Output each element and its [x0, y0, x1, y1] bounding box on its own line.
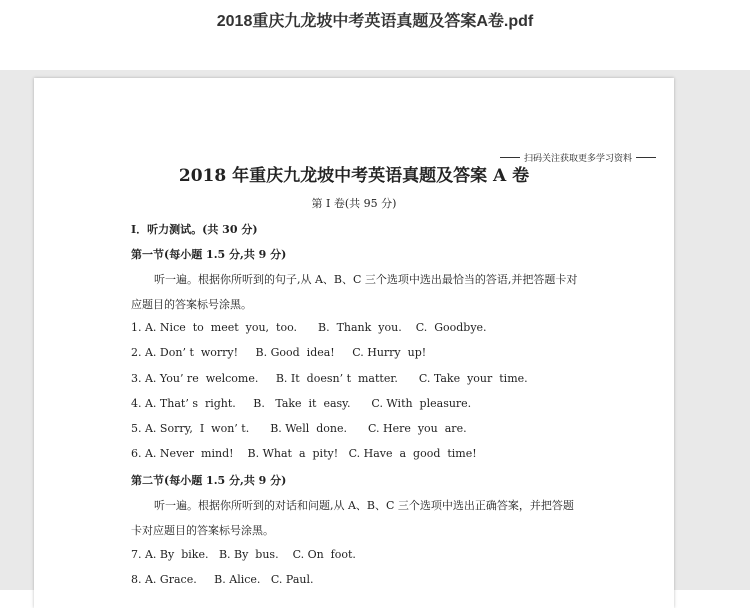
- page-heading: 2018 年重庆九龙坡中考英语真题及答案 A 卷: [178, 166, 530, 186]
- document-title: 2018重庆九龙坡中考英语真题及答案A卷.pdf: [216, 13, 534, 30]
- part2-instructions-line1: 听一遍。根据你所听到的对话和问题,从 A、B、C 三个选项中选出正确答案，并把答题: [154, 499, 574, 512]
- pdf-page: [34, 78, 674, 608]
- question-2: 2. A. Don’ t worry! B. Good idea! C. Hurry up!: [131, 346, 427, 359]
- banner-rule-right: [636, 157, 656, 158]
- question-7: 7. A. By bike. B. By bus. C. On foot.: [131, 548, 356, 561]
- part2-title: 第二节(每小题 1.5 分,共 9 分): [131, 474, 287, 487]
- section-title: I．听力测试。(共 30 分): [131, 223, 258, 236]
- question-6: 6. A. Never mind! B. What a pity! C. Have a good time!: [131, 447, 477, 460]
- question-4: 4. A. That’ s right. B. Take it easy. C. With pleasure.: [131, 397, 472, 410]
- question-3: 3. A. You’ re welcome. B. It doesn’ t matter. C. Take your time.: [131, 372, 528, 385]
- part1-instructions-line1: 听一遍。根据你所听到的句子,从 A、B、C 三个选项中选出最恰当的答语,并把答题卡对: [154, 273, 578, 286]
- part2-instructions-line2: 卡对应题目的答案标号涂黑。: [131, 524, 274, 537]
- question-1: 1. A. Nice to meet you, too. B. Thank you. C. Goodbye.: [131, 321, 487, 334]
- question-8: 8. A. Grace. B. Alice. C. Paul.: [131, 573, 314, 586]
- viewer-header: [0, 0, 750, 70]
- part1-title: 第一节(每小题 1.5 分,共 9 分): [131, 248, 287, 261]
- banner-rule-left: [500, 157, 520, 158]
- banner-text: 扫码关注获取更多学习资料: [523, 154, 632, 164]
- page-subheading: 第 I 卷(共 95 分): [311, 197, 397, 210]
- question-5: 5. A. Sorry, I won’ t. B. Well done. C. Here you are.: [131, 422, 467, 435]
- part1-instructions-line2: 应题目的答案标号涂黑。: [131, 298, 252, 311]
